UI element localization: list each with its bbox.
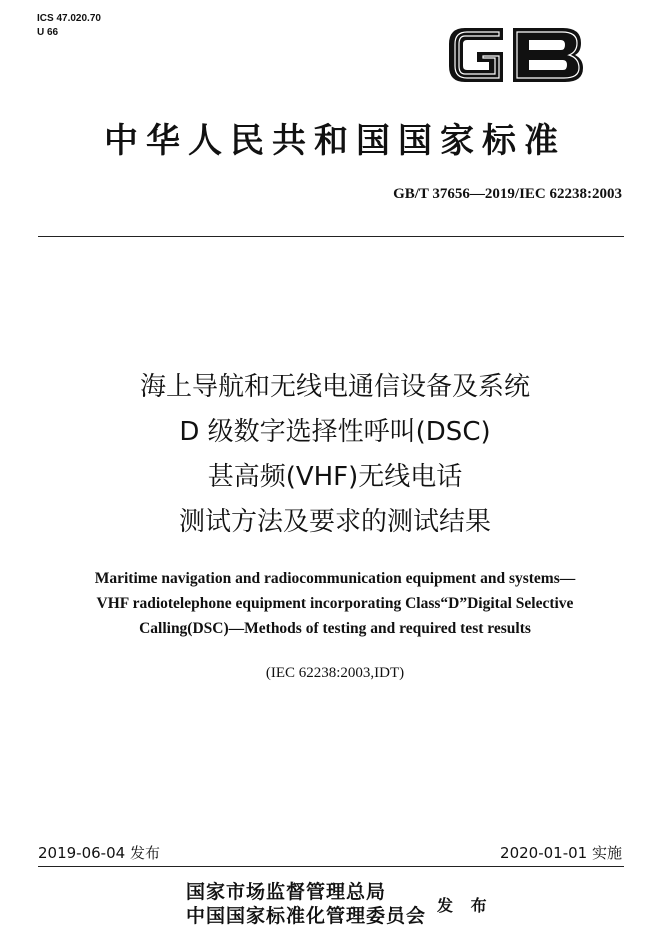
english-title <box>0 566 670 641</box>
chinese-title-line: 测试方法及要求的测试结果 <box>178 507 491 537</box>
header-divider <box>38 236 624 237</box>
gb-logo-b <box>513 28 583 82</box>
gb-logo <box>443 22 587 88</box>
chinese-title-line: D 级数字选择性呼叫(DSC) <box>179 417 491 447</box>
footer-divider <box>38 866 624 867</box>
ccs-code: U 66 <box>37 27 59 38</box>
gb-logo-g <box>449 28 503 82</box>
issue-date: 2019-06-04 发布 <box>38 844 160 862</box>
chinese-title-line: 甚高频(VHF)无线电话 <box>207 462 463 492</box>
issuer-name: 国家市场监督管理总局 <box>186 881 387 903</box>
chinese-title-line: 海上导航和无线电通信设备及系统 <box>139 372 530 402</box>
classification-codes <box>37 12 101 40</box>
implementation-date: 2020-01-01 实施 <box>500 844 622 862</box>
standard-number: GB/T 37656—2019/IEC 62238:2003 <box>393 186 622 202</box>
issuing-authorities <box>186 880 426 928</box>
english-title-line: VHF radiotelephone equipment incorporating Class“D”Digital Selective <box>96 595 574 612</box>
equivalence-note: (IEC 62238:2003,IDT) <box>265 665 405 681</box>
issue-label: 发 布 <box>437 896 493 915</box>
ics-code: ICS 47.020.70 <box>37 13 101 24</box>
english-title-line: Calling(DSC)—Methods of testing and required test results <box>139 620 531 637</box>
issuer-name: 中国国家标准化管理委员会 <box>186 905 427 927</box>
standard-title: 中华人民共和国国家标准 <box>104 121 566 161</box>
english-title-line: Maritime navigation and radiocommunication equipment and systems— <box>94 570 576 587</box>
chinese-title <box>0 365 670 545</box>
